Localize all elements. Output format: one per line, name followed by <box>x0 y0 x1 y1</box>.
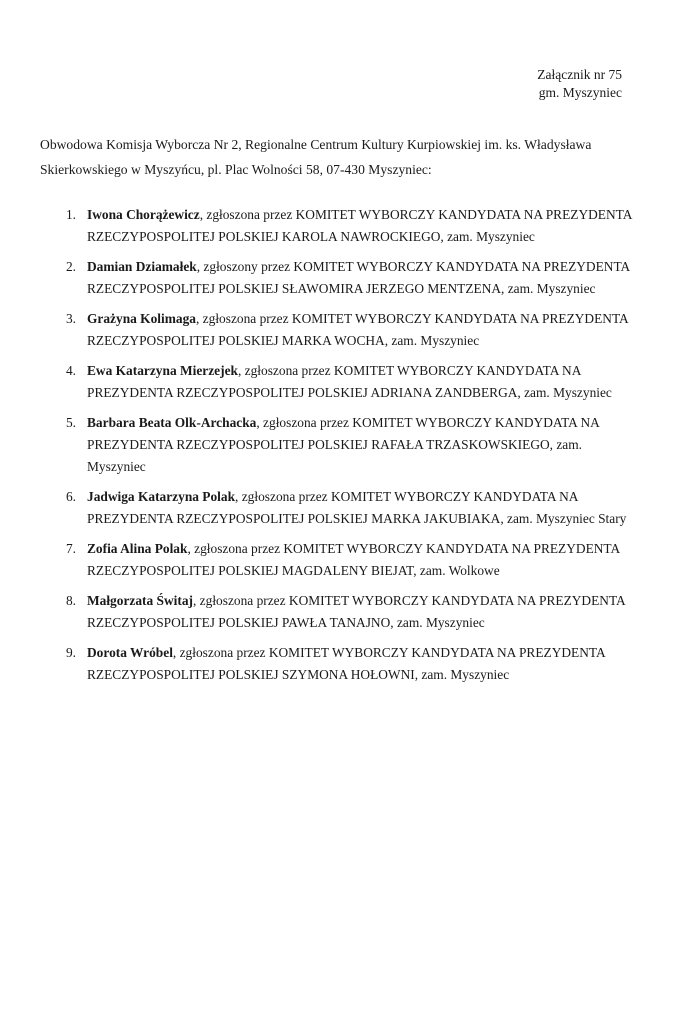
list-item <box>40 360 640 404</box>
candidate-name: Małgorzata Świtaj <box>87 593 193 608</box>
list-item-number: 7. <box>65 541 76 556</box>
candidate-details: , zgłoszona przez KOMITET WYBORCZY KANDYDATA NA PREZYDENTA RZECZYPOSPOLITEJ POLSKIEJ PAWŁA TANAJNO, zam. Myszyniec <box>87 593 625 630</box>
commission-intro-paragraph: Obwodowa Komisja Wyborcza Nr 2, Regionalne Centrum Kultury Kurpiowskiej im. ks. Władysława Skierkowskiego w Myszyńcu, pl. Plac Wolności 58, 07-430 Myszyniec: <box>40 137 592 177</box>
candidate-name: Zofia Alina Polak <box>87 541 188 556</box>
list-item <box>40 204 640 248</box>
candidate-details: , zgłoszona przez KOMITET WYBORCZY KANDYDATA NA PREZYDENTA RZECZYPOSPOLITEJ POLSKIEJ MARKA WOCHA, zam. Myszyniec <box>87 311 628 348</box>
candidate-details: , zgłoszona przez KOMITET WYBORCZY KANDYDATA NA PREZYDENTA RZECZYPOSPOLITEJ POLSKIEJ ADRIANA ZANDBERGA, zam. Myszyniec <box>87 363 612 400</box>
list-item <box>40 308 640 352</box>
candidate-list <box>40 204 640 686</box>
candidate-details: , zgłoszona przez KOMITET WYBORCZY KANDYDATA NA PREZYDENTA RZECZYPOSPOLITEJ POLSKIEJ RAFAŁA TRZASKOWSKIEGO, zam. Myszyniec <box>87 415 600 474</box>
candidate-name: Barbara Beata Olk-Archacka <box>87 415 257 430</box>
candidate-name: Grażyna Kolimaga <box>87 311 196 326</box>
list-item-number: 8. <box>65 593 76 608</box>
list-item-number: 5. <box>65 415 76 430</box>
candidate-name: Ewa Katarzyna Mierzejek <box>87 363 238 378</box>
attachment-number: Załącznik nr 75 <box>537 67 622 82</box>
document-page <box>0 66 679 1026</box>
list-item-number: 6. <box>65 489 76 504</box>
list-item <box>40 412 640 478</box>
list-item-number: 9. <box>65 645 76 660</box>
list-item-number: 1. <box>65 207 76 222</box>
list-item <box>40 538 640 582</box>
candidate-details: , zgłoszona przez KOMITET WYBORCZY KANDYDATA NA PREZYDENTA RZECZYPOSPOLITEJ POLSKIEJ MAGDALENY BIEJAT, zam. Wolkowe <box>87 541 620 578</box>
candidate-details: , zgłoszona przez KOMITET WYBORCZY KANDYDATA NA PREZYDENTA RZECZYPOSPOLITEJ POLSKIEJ KAROLA NAWROCKIEGO, zam. Myszyniec <box>87 207 632 244</box>
candidate-details: , zgłoszona przez KOMITET WYBORCZY KANDYDATA NA PREZYDENTA RZECZYPOSPOLITEJ POLSKIEJ MARKA JAKUBIAKA, zam. Myszyniec Stary <box>87 489 627 526</box>
municipality-name: gm. Myszyniec <box>538 85 622 100</box>
candidate-details: , zgłoszony przez KOMITET WYBORCZY KANDYDATA NA PREZYDENTA RZECZYPOSPOLITEJ POLSKIEJ SŁAWOMIRA JERZEGO MENTZENA, zam. Myszyniec <box>87 259 630 296</box>
candidate-name: Damian Dziamałek <box>87 259 197 274</box>
candidate-name: Dorota Wróbel <box>87 645 173 660</box>
list-item-number: 3. <box>65 311 76 326</box>
candidate-name: Jadwiga Katarzyna Polak <box>87 489 236 504</box>
candidate-name: Iwona Chorążewicz <box>87 207 200 222</box>
document-header <box>40 66 622 102</box>
candidate-details: , zgłoszona przez KOMITET WYBORCZY KANDYDATA NA PREZYDENTA RZECZYPOSPOLITEJ POLSKIEJ SZYMONA HOŁOWNI, zam. Myszyniec <box>87 645 605 682</box>
list-item <box>40 486 640 530</box>
list-item <box>40 256 640 300</box>
list-item <box>40 590 640 634</box>
list-item-number: 2. <box>65 259 76 274</box>
list-item <box>40 642 640 686</box>
list-item-number: 4. <box>65 363 76 378</box>
